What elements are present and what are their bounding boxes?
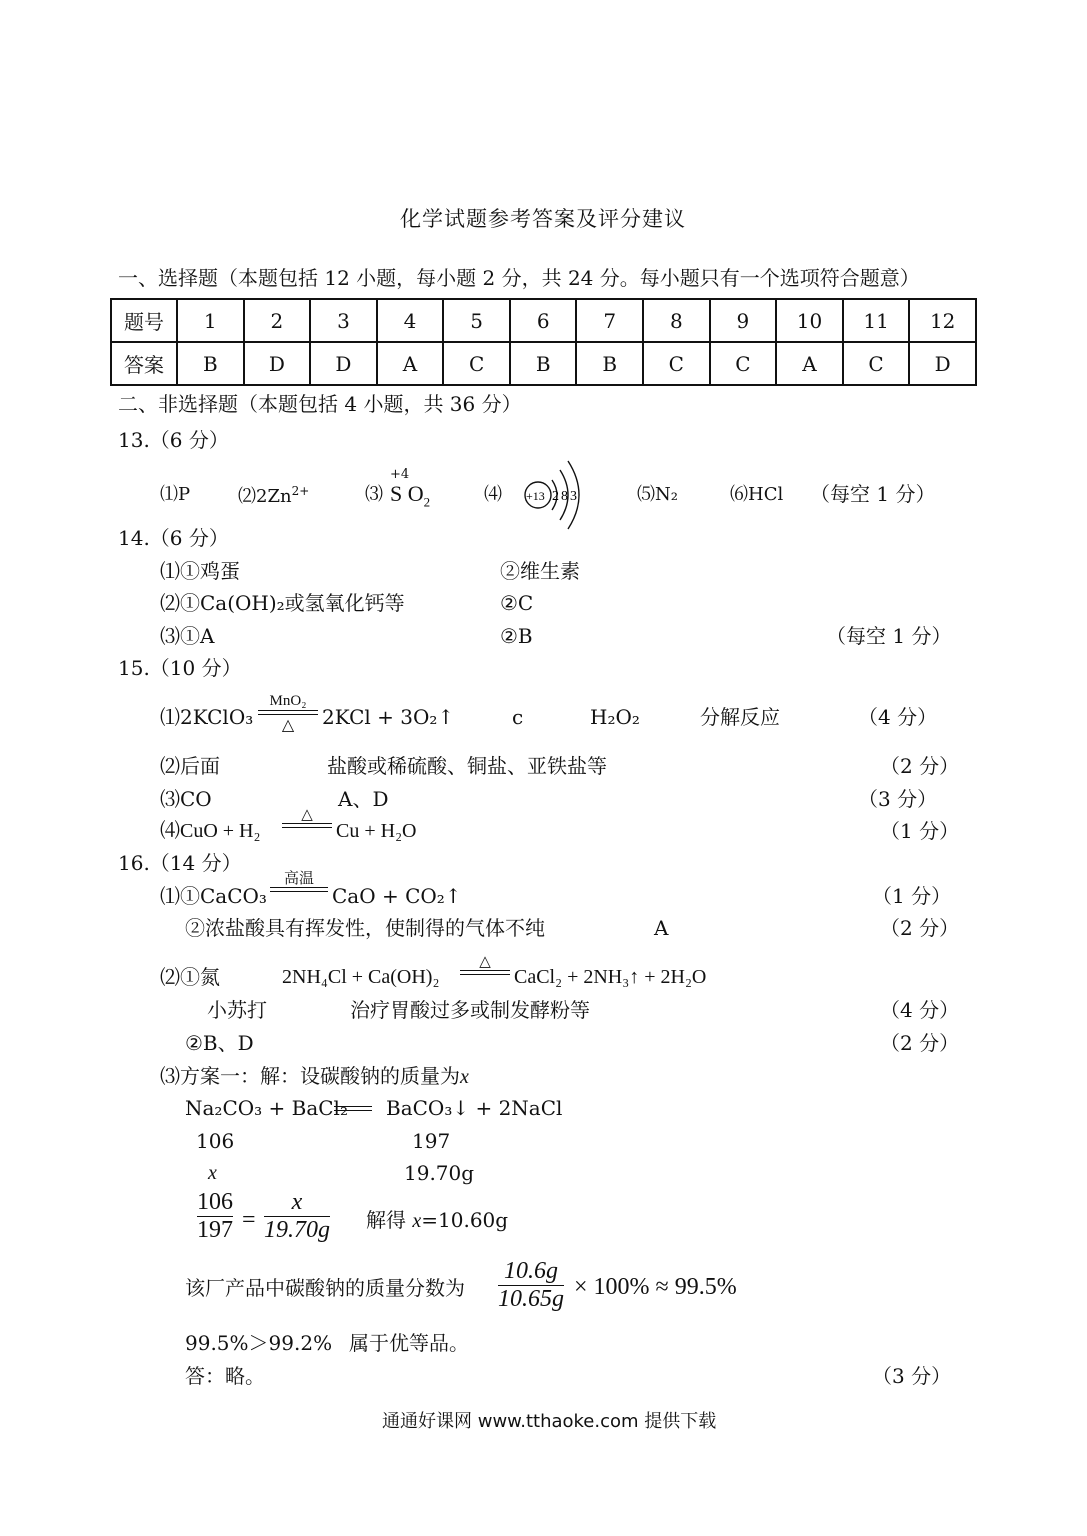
q14-score: （每空 1 分）: [826, 624, 952, 648]
q15-line3-score: （3 分）: [858, 787, 938, 811]
q15-line4-product: Cu + H₂O: [336, 820, 417, 842]
q16-line2-a: ②浓盐酸具有挥发性，使制得的气体不纯: [185, 916, 545, 940]
q16-line2-score: （2 分）: [880, 916, 960, 940]
q13-heading: 13.（6 分）: [118, 428, 229, 452]
mass-fraction-text: 该厂产品中碳酸钠的质量分数为: [185, 1276, 465, 1300]
q16-heading: 16.（14 分）: [118, 851, 242, 875]
table-cell: 12: [909, 299, 976, 342]
q16-line4-score: （4 分）: [880, 998, 960, 1022]
unknown-mass-x: x: [208, 1162, 217, 1184]
molar-mass-baco3: 197: [412, 1129, 451, 1153]
q15-line2-a: ⑵后面: [160, 754, 220, 778]
table-cell: C: [710, 342, 777, 385]
q16-line4-a: 小苏打: [207, 998, 267, 1022]
mass-fraction-result: × 100% ≈ 99.5%: [574, 1274, 737, 1300]
table-cell: 9: [710, 299, 777, 342]
nucleus-charge: +13: [526, 489, 545, 503]
q13-answer-2-charge: 2+: [291, 484, 310, 498]
precipitate-mass: 19.70g: [404, 1161, 475, 1185]
q15-heading: 15.（10 分）: [118, 656, 242, 680]
heat-symbol: △: [301, 805, 313, 823]
table-row-label: 题号: [111, 299, 177, 342]
electron-counts: 283: [552, 489, 579, 504]
variable-x: x: [412, 1210, 422, 1232]
q16-line3-a: ⑵①氮: [160, 965, 220, 989]
q15-line1-product: 2KCl + 3O₂↑: [322, 705, 455, 729]
q13-answer-1: ⑴P: [160, 484, 191, 505]
table-cell: 11: [843, 299, 910, 342]
equation-left: Na₂CO₃ + BaCl₂: [185, 1096, 348, 1120]
q15-line1-d: H₂O₂: [590, 705, 640, 729]
molar-mass-na2co3: 106: [196, 1129, 235, 1153]
solution-value: =10.60g: [421, 1208, 509, 1232]
table-cell: 7: [576, 299, 643, 342]
q16-line1-score: （1 分）: [872, 884, 952, 908]
q14-line3-b: ②B: [500, 624, 533, 648]
section-heading-nonchoice: 二、非选择题（本题包括 4 小题，共 36 分）: [118, 392, 522, 416]
q16-line5-a: ②B、D: [185, 1031, 254, 1055]
q15-line2-b: 盐酸或稀硫酸、铜盐、亚铁盐等: [327, 754, 607, 778]
fraction-denominator: 197: [197, 1217, 233, 1243]
q16-line3-products: CaCl₂ + 2NH₃↑ + 2H₂O: [514, 966, 707, 988]
q15-line1-c: c: [512, 705, 524, 729]
final-answer: 答：略。: [185, 1364, 265, 1388]
mass-fraction: [498, 1258, 564, 1313]
q13-answer-6: ⑹HCl: [730, 484, 784, 505]
q14-line2-a: ⑵①Ca(OH)₂或氢氧化钙等: [160, 591, 405, 615]
comparison-conclusion: 属于优等品。: [349, 1331, 469, 1355]
fraction-numerator: 106: [197, 1189, 233, 1215]
q14-heading: 14.（6 分）: [118, 526, 229, 550]
table-cell: C: [443, 342, 510, 385]
q15-line1-e: 分解反应: [700, 705, 780, 729]
table-cell: D: [244, 342, 311, 385]
table-row-answers: [111, 342, 976, 385]
heat-symbol: △: [281, 715, 295, 734]
table-cell: 8: [643, 299, 710, 342]
q16-line5-score: （2 分）: [880, 1031, 960, 1055]
table-cell: A: [776, 342, 843, 385]
q15-line2-score: （2 分）: [880, 754, 960, 778]
equals-sign-icon: [282, 823, 332, 828]
fraction-denominator: 19.70g: [264, 1217, 330, 1243]
table-cell: 3: [310, 299, 377, 342]
table-cell: D: [909, 342, 976, 385]
table-cell: B: [177, 342, 244, 385]
ratio-fraction-right: [264, 1189, 330, 1244]
q13-answer-2-base: ⑵2Zn: [238, 486, 292, 507]
q13-answer-4-label: ⑷: [484, 484, 502, 505]
equals-sign-icon: [460, 970, 510, 975]
q13-answer-3-label: ⑶: [365, 484, 383, 505]
high-temperature-label: 高温: [283, 869, 314, 887]
q15-line4-reactant: ⑷CuO + H₂: [160, 820, 261, 842]
reaction-condition-arrow: [258, 693, 318, 734]
atom-structure-diagram: [518, 458, 590, 532]
table-cell: C: [643, 342, 710, 385]
q14-line1-b: ②维生素: [500, 559, 580, 583]
comparison-values: 99.5%＞99.2%: [185, 1331, 333, 1355]
table-cell: D: [310, 342, 377, 385]
equals-sign-icon: [334, 1106, 372, 1111]
table-cell: C: [843, 342, 910, 385]
q14-line3-a: ⑶①A: [160, 624, 215, 648]
variable-x: x: [460, 1066, 469, 1088]
q16-line2-b: A: [654, 916, 669, 940]
q14-line1-a: ⑴①鸡蛋: [160, 559, 240, 583]
page-title: 化学试题参考答案及评分建议: [400, 207, 686, 231]
table-cell: 2: [244, 299, 311, 342]
table-cell: 4: [377, 299, 444, 342]
q15-line3-a: ⑶CO: [160, 787, 212, 811]
table-cell: 1: [177, 299, 244, 342]
catalyst-label: MnO₂: [269, 693, 307, 709]
table-cell: B: [510, 342, 577, 385]
reaction-condition-arrow: [270, 870, 328, 892]
fraction-denominator: 10.65g: [498, 1286, 564, 1312]
ratio-fraction-left: [197, 1189, 233, 1244]
q16-line6: [160, 1064, 469, 1089]
solution-label: 解得: [366, 1208, 406, 1232]
q16-line3-reactants: 2NH₄Cl + Ca(OH)₂: [282, 966, 440, 988]
section-heading-choice: 一、选择题（本题包括 12 小题，每小题 2 分，共 24 分。每小题只有一个选项符合题意）: [118, 266, 920, 290]
q16-line4-b: 治疗胃酸过多或制发酵粉等: [350, 998, 590, 1022]
page-footer: 通通好课网 www.tthaoke.com 提供下载: [382, 1411, 717, 1432]
q16-line1-product: CaO + CO₂↑: [332, 884, 462, 908]
q13-answer-3-subscript: 2: [423, 494, 431, 510]
table-cell: 10: [776, 299, 843, 342]
fraction-numerator: x: [291, 1189, 303, 1215]
equals-sign-icon: [270, 887, 328, 892]
table-cell: A: [377, 342, 444, 385]
q13-answer-2: [238, 484, 309, 508]
table-cell: B: [576, 342, 643, 385]
reaction-condition-arrow: [282, 806, 332, 828]
equals-sign: =: [242, 1207, 256, 1233]
table-row-numbers: [111, 299, 976, 342]
table-cell: 5: [443, 299, 510, 342]
equation-right: BaCO₃↓ + 2NaCl: [386, 1096, 563, 1120]
q15-line4-score: （1 分）: [880, 819, 960, 843]
q15-line1-reactant: ⑴2KClO₃: [160, 705, 254, 729]
q16-final-score: （3 分）: [872, 1364, 952, 1388]
q16-line1-reactant: ⑴①CaCO₃: [160, 884, 267, 908]
fraction-numerator: 10.6g: [504, 1258, 558, 1284]
double-line: [334, 1106, 372, 1111]
q16-line6-text: ⑶方案一：解：设碳酸钠的质量为: [160, 1064, 460, 1088]
answer-table: [110, 298, 977, 386]
q15-line3-b: A、D: [338, 787, 389, 811]
reaction-condition-arrow: [460, 953, 510, 975]
q13-answer-3-formula: [390, 481, 430, 510]
q13-answer-5: ⑸N₂: [637, 484, 678, 505]
q14-line2-b: ②C: [500, 591, 534, 615]
table-row-label: 答案: [111, 342, 177, 385]
solution-result: [366, 1208, 508, 1233]
heat-symbol: △: [479, 952, 491, 970]
q15-line1-score: （4 分）: [858, 705, 938, 729]
q13-answer-3-symbols: S O: [390, 481, 424, 506]
q13-answer-3-valence: +4: [390, 467, 410, 482]
table-cell: 6: [510, 299, 577, 342]
q13-score: （每空 1 分）: [810, 482, 936, 506]
